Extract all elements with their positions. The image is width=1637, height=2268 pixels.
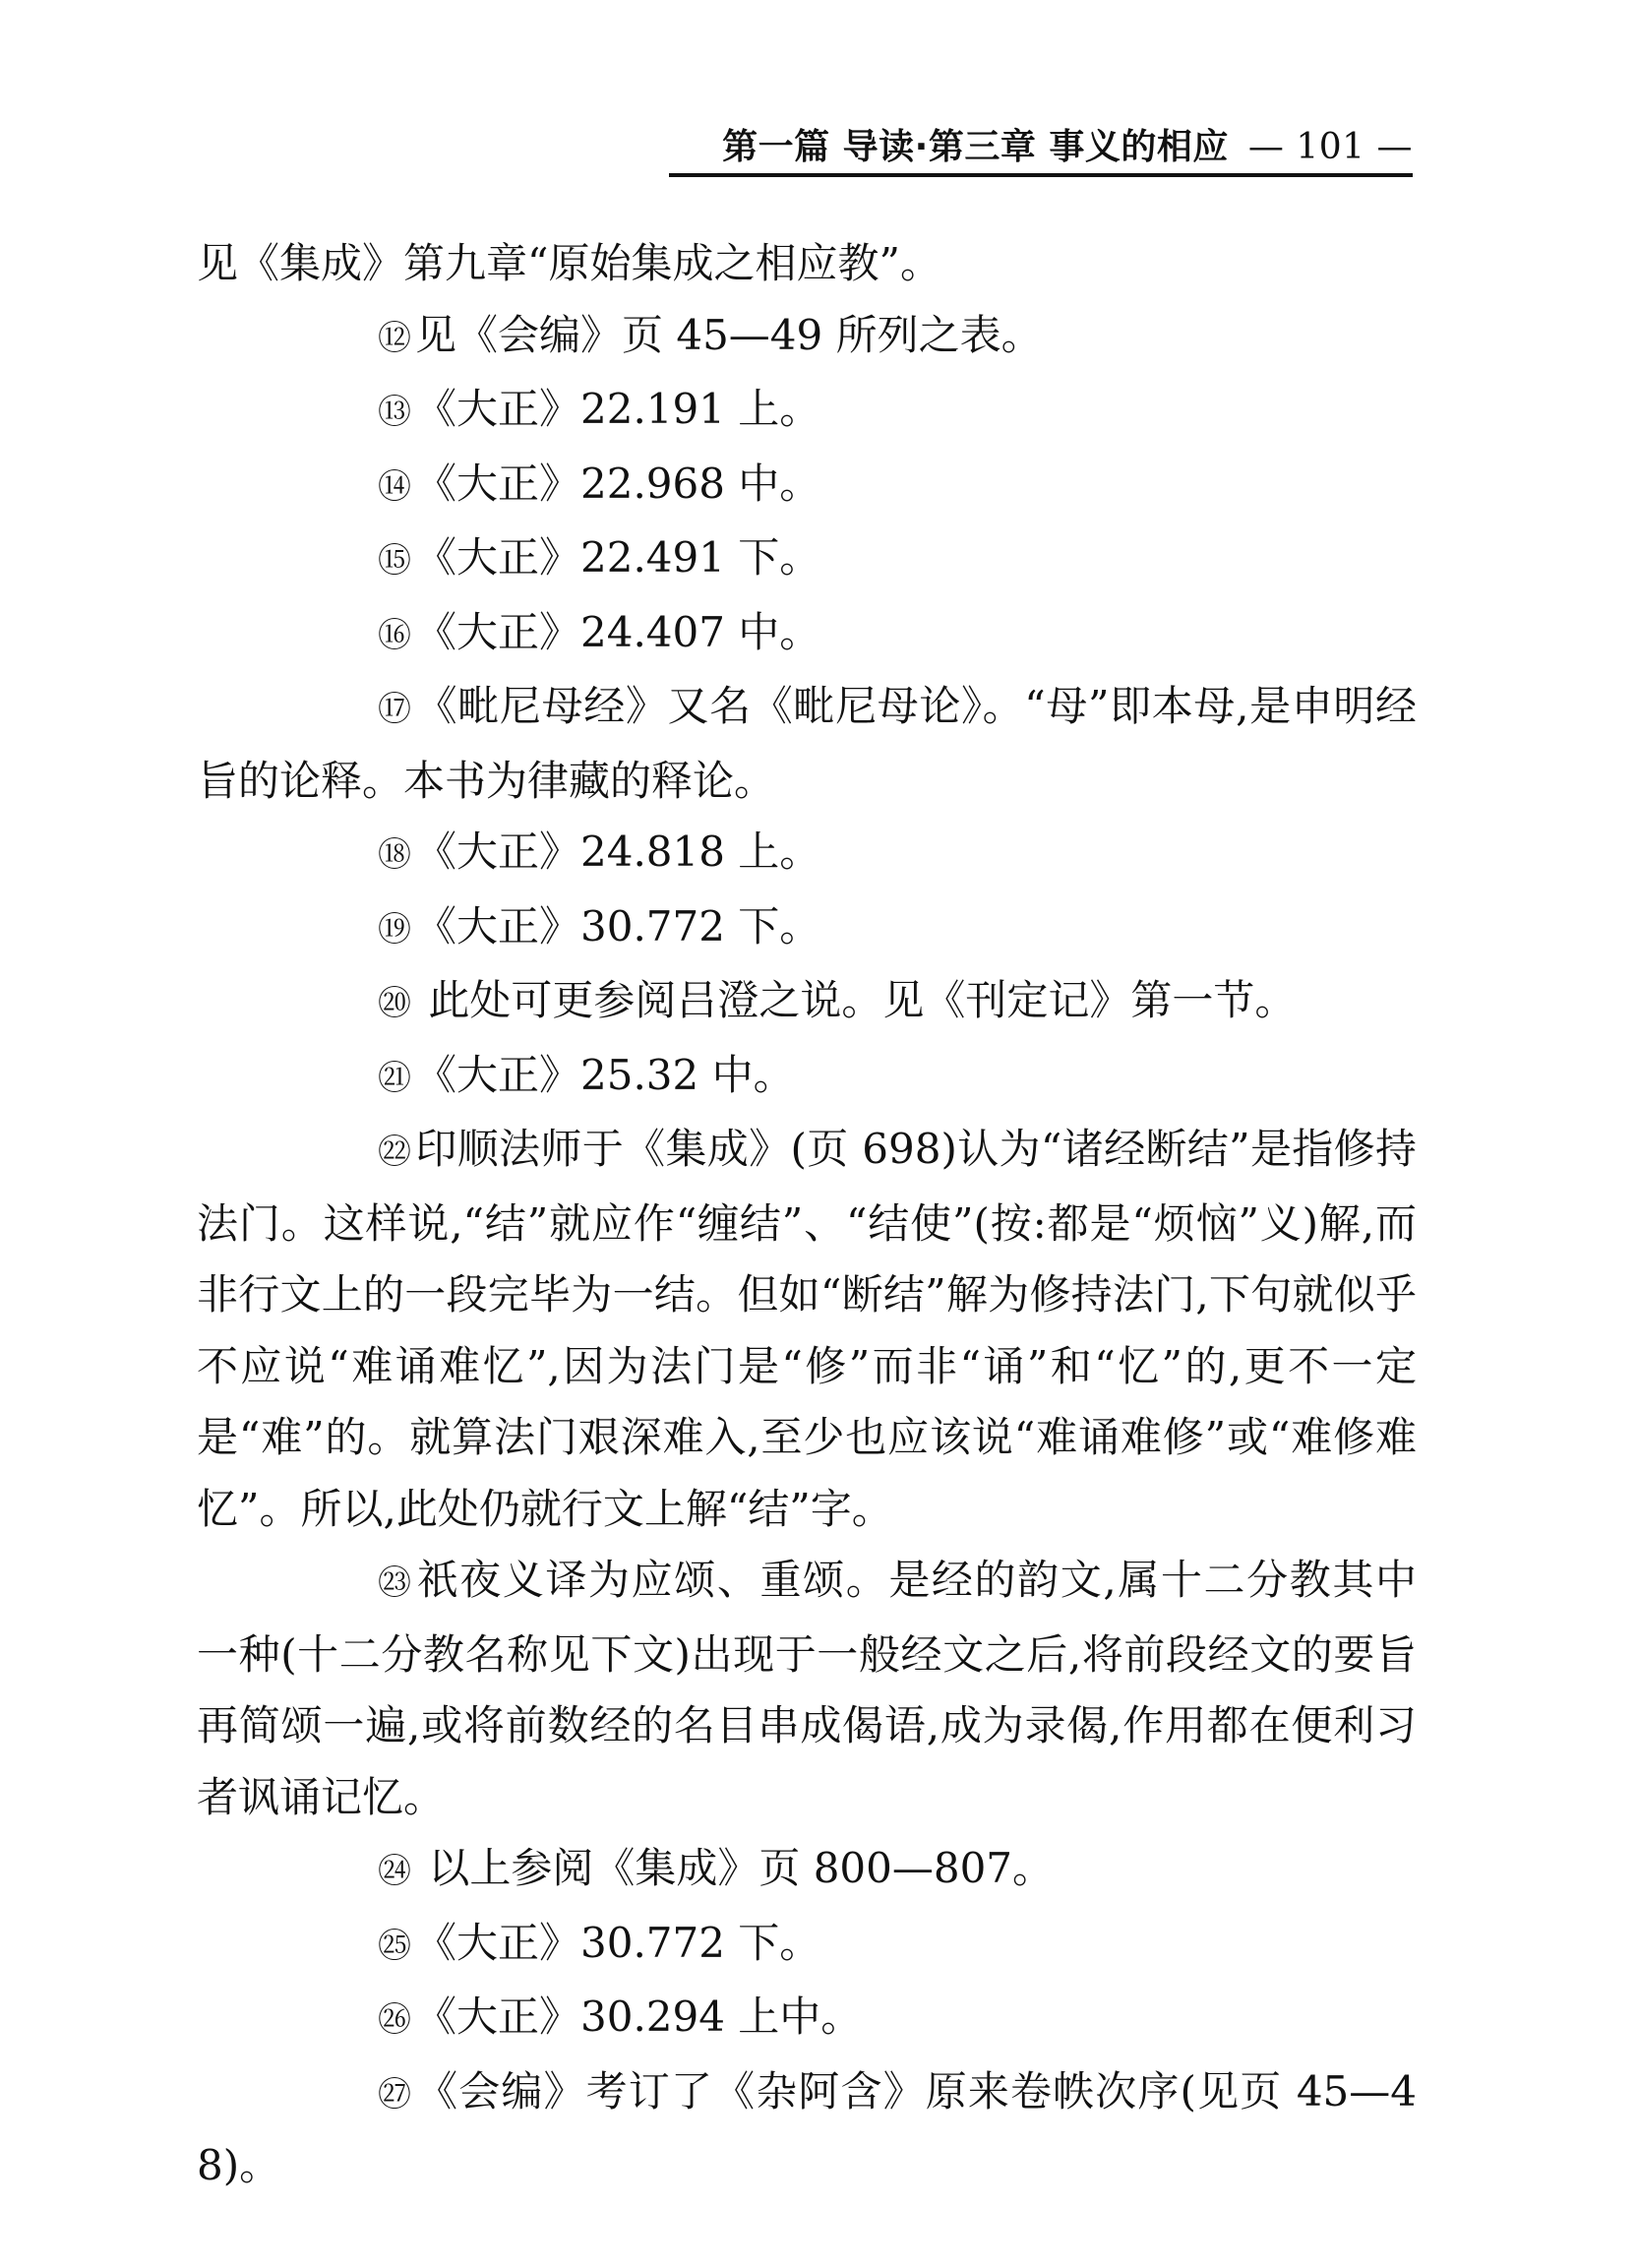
footnote-text: 《大正》22.191 上。 xyxy=(415,385,821,433)
footnote-marker: ⑫ xyxy=(378,318,411,358)
footnote-marker: ㉖ xyxy=(378,2000,411,2040)
footnote-text: 《大正》22.491 下。 xyxy=(415,533,821,582)
footnote-marker: ⑯ xyxy=(378,615,411,655)
footnote-24 xyxy=(197,1833,1417,1908)
footnote-marker: ⑰ xyxy=(378,690,411,729)
footnote-text: 《大正》22.968 中。 xyxy=(415,459,821,508)
running-header-title: 第一篇 导读·第三章 事义的相应 xyxy=(722,127,1229,167)
footnote-text: 见《集成》第九章“原始集成之相应教”。 xyxy=(197,239,941,287)
footnote-text: 见《会编》页 45—49 所列之表。 xyxy=(415,310,1043,359)
footnote-marker: ㉕ xyxy=(378,1926,411,1966)
footnote-text: 《会编》考订了《杂阿含》原来卷帙次序(见页 45—48)。 xyxy=(197,2066,1417,2189)
footnote-marker: ⑲ xyxy=(378,909,411,950)
footnote-text: 祇夜义译为应颂、重颂。是经的韵文,属十二分教其中一种(十二分教名称见下文)出现于一般经文之后,将前段经文的要旨再简颂一遍,或将前数经的名目串成偈语,成为录偈,作用都在便利习者讽诵记忆。 xyxy=(197,1556,1417,1821)
footnote-text: 《大正》25.32 中。 xyxy=(415,1050,795,1099)
footnote-22 xyxy=(197,1114,1417,1545)
footnote-20 xyxy=(197,965,1417,1040)
footnote-12 xyxy=(197,300,1417,375)
footnote-marker: ㉗ xyxy=(378,2074,411,2115)
footnote-text: 《大正》30.294 上中。 xyxy=(415,1992,863,2041)
footnote-text: 以上参阅《集成》页 800—807。 xyxy=(415,1844,1055,1892)
footnote-19 xyxy=(197,891,1417,966)
footnote-18 xyxy=(197,817,1417,891)
footnote-text: 《大正》24.818 上。 xyxy=(415,828,821,876)
footnote-text: 《大正》30.772 下。 xyxy=(415,1918,821,1967)
footnote-marker: ㉑ xyxy=(378,1058,411,1098)
footnote-text: 此处可更参阅吕澄之说。见《刊定记》第一节。 xyxy=(415,976,1297,1024)
footnote-marker: ⑬ xyxy=(378,393,411,432)
footnote-marker: ⑱ xyxy=(378,835,411,875)
footnote-27 xyxy=(197,2056,1417,2202)
footnote-text: 《大正》30.772 下。 xyxy=(415,901,821,950)
footnote-15 xyxy=(197,522,1417,597)
footnote-marker: ㉒ xyxy=(378,1133,411,1172)
footnote-text: 印顺法师于《集成》(页 698)认为“诸经断结”是指修持法门。这样说,“结”就应作“缠结”、“结使”(按:都是“烦恼”义)解,而非行文上的一段完毕为一结。但如“断结”解为修持法门,下句就似乎不应说“难诵难忆”,因为法门是“修”而非“诵”和“忆”的,更不一定是“难”的。就算法门艰深难入,至少也应该说“难诵难修”或“难修难忆”。所以,此处仍就行文上解“结”字。 xyxy=(197,1125,1417,1533)
footnote-text: 《大正》24.407 中。 xyxy=(415,607,821,656)
footnote-text: 《毗尼母经》又名《毗尼母论》。“母”即本母,是申明经旨的论释。本书为律藏的释论。 xyxy=(197,682,1417,805)
footnote-25 xyxy=(197,1908,1417,1983)
footnote-26 xyxy=(197,1982,1417,2056)
footnote-17 xyxy=(197,671,1417,817)
footnote-13 xyxy=(197,374,1417,449)
footnote-marker: ⑮ xyxy=(378,541,411,581)
footnotes-body xyxy=(197,228,1417,2202)
footnote-marker: ㉓ xyxy=(378,1563,411,1603)
footnote-marker: ⑭ xyxy=(378,466,411,507)
footnote-marker: ⑳ xyxy=(378,984,411,1023)
footnote-14 xyxy=(197,449,1417,523)
running-header xyxy=(669,126,1413,177)
page-number: — 101 — xyxy=(1247,127,1413,167)
footnote-16 xyxy=(197,597,1417,672)
footnote-21 xyxy=(197,1040,1417,1115)
footnote-marker: ㉔ xyxy=(378,1852,411,1891)
footnote-continuation xyxy=(197,228,1417,300)
footnote-23 xyxy=(197,1545,1417,1833)
